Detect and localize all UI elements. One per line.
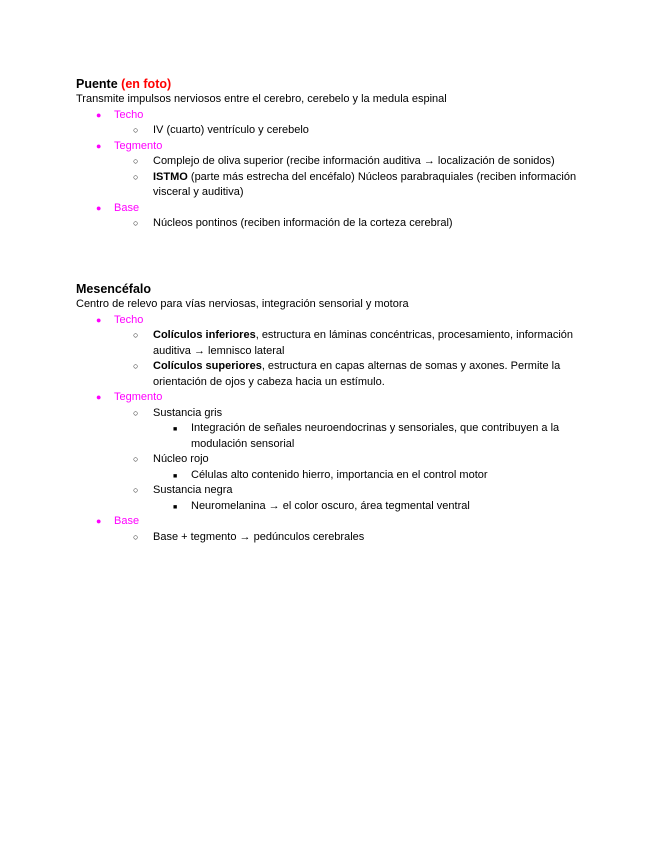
sustancia-gris: Sustancia gris [153, 406, 223, 419]
coliculos-inferiores-bold: Colículos inferiores [153, 329, 256, 341]
sustancia-negra: Sustancia negra [153, 484, 233, 496]
list-item [76, 483, 596, 499]
heading-mesencefalo: Mesencéfalo [76, 282, 152, 296]
puente-tegmento-item: Complejo de oliva superior (recibe información auditiva → localización de sonidos) [153, 155, 555, 167]
list-item [76, 123, 596, 139]
list-item [76, 421, 596, 452]
puente-description: Transmite impulsos nerviosos entre el cerebro, cerebelo y la medula espinal [76, 93, 447, 105]
circle-bullet-icon: ○ [133, 156, 139, 166]
bullet-icon: ● [96, 140, 102, 151]
mesencefalo-base-item: Base + tegmento → pedúnculos cerebrales [153, 530, 365, 543]
list-item [76, 328, 596, 359]
puente-istmo-bold: ISTMO [153, 170, 188, 183]
puente-base-label: Base [114, 201, 140, 214]
circle-bullet-icon: ○ [133, 218, 139, 228]
mesencefalo-techo-label: Techo [114, 313, 144, 326]
heading-puente [76, 76, 596, 92]
list-item [76, 154, 596, 170]
nucleo-rojo-detail: Células alto contenido hierro, importancia en el control motor [191, 468, 488, 481]
coliculos-superiores-bold: Colículos superiores [153, 360, 262, 372]
puente-base-item: Núcleos pontinos (reciben información de la corteza cerebral) [153, 217, 453, 229]
heading-puente-title: Puente [76, 77, 118, 91]
list-item [76, 390, 596, 406]
list-item [76, 170, 596, 201]
circle-bullet-icon: ○ [133, 330, 139, 340]
bullet-icon: ● [96, 202, 102, 213]
mesencefalo-base-label: Base [114, 515, 140, 527]
list-item [76, 452, 596, 468]
bullet-icon: ● [96, 516, 102, 526]
list-item [76, 359, 596, 390]
list-item [76, 530, 596, 546]
square-bullet-icon: ■ [173, 472, 178, 480]
puente-tegmento-label: Tegmento [114, 139, 163, 152]
list-item [76, 406, 596, 422]
circle-bullet-icon: ○ [133, 454, 139, 464]
list-item [76, 216, 596, 232]
sustancia-negra-detail: Neuromelanina → el color oscuro, área tegmental ventral [191, 499, 470, 512]
list-item [76, 313, 596, 329]
puente-istmo-text: (parte más estrecha del encéfalo) Núcleos parabraquiales (reciben información visceral y auditiva) [153, 170, 577, 198]
mesencefalo-list [76, 313, 596, 546]
puente-techo-item: IV (cuarto) ventrículo y cerebelo [153, 124, 309, 136]
puente-list [76, 108, 596, 232]
nucleo-rojo: Núcleo rojo [153, 453, 209, 465]
square-bullet-icon: ■ [173, 503, 178, 511]
circle-bullet-icon: ○ [133, 171, 139, 182]
list-item [76, 514, 596, 530]
heading-puente-note: (en foto) [121, 77, 172, 91]
list-item [76, 468, 596, 484]
list-item [76, 201, 596, 217]
list-item [76, 499, 596, 515]
mesencefalo-description: Centro de relevo para vías nerviosas, integración sensorial y motora [76, 298, 409, 310]
coliculos-inferiores-text: , estructura en láminas concéntricas, procesamiento, información auditiva → lemnisco lateral [153, 329, 574, 357]
circle-bullet-icon: ○ [133, 407, 139, 418]
list-item [76, 108, 596, 124]
list-item [76, 139, 596, 155]
circle-bullet-icon: ○ [133, 531, 139, 542]
coliculos-superiores-text: , estructura en capas alternas de somas y axones. Permite la orientación de ojos y cabeza hacia un estímulo. [153, 360, 561, 388]
bullet-icon: ● [96, 314, 102, 325]
square-bullet-icon: ■ [173, 426, 178, 433]
circle-bullet-icon: ○ [133, 361, 139, 371]
bullet-icon: ● [96, 109, 102, 120]
circle-bullet-icon: ○ [133, 485, 139, 495]
sustancia-gris-detail: Integración de señales neuroendocrinas y sensoriales, que contribuyen a la modulación sensorial [191, 422, 560, 450]
section-puente [76, 76, 596, 232]
bullet-icon: ● [96, 392, 102, 402]
section-mesencefalo [76, 281, 596, 545]
circle-bullet-icon: ○ [133, 125, 139, 135]
mesencefalo-tegmento-label: Tegmento [114, 391, 163, 403]
puente-techo-label: Techo [114, 108, 144, 121]
